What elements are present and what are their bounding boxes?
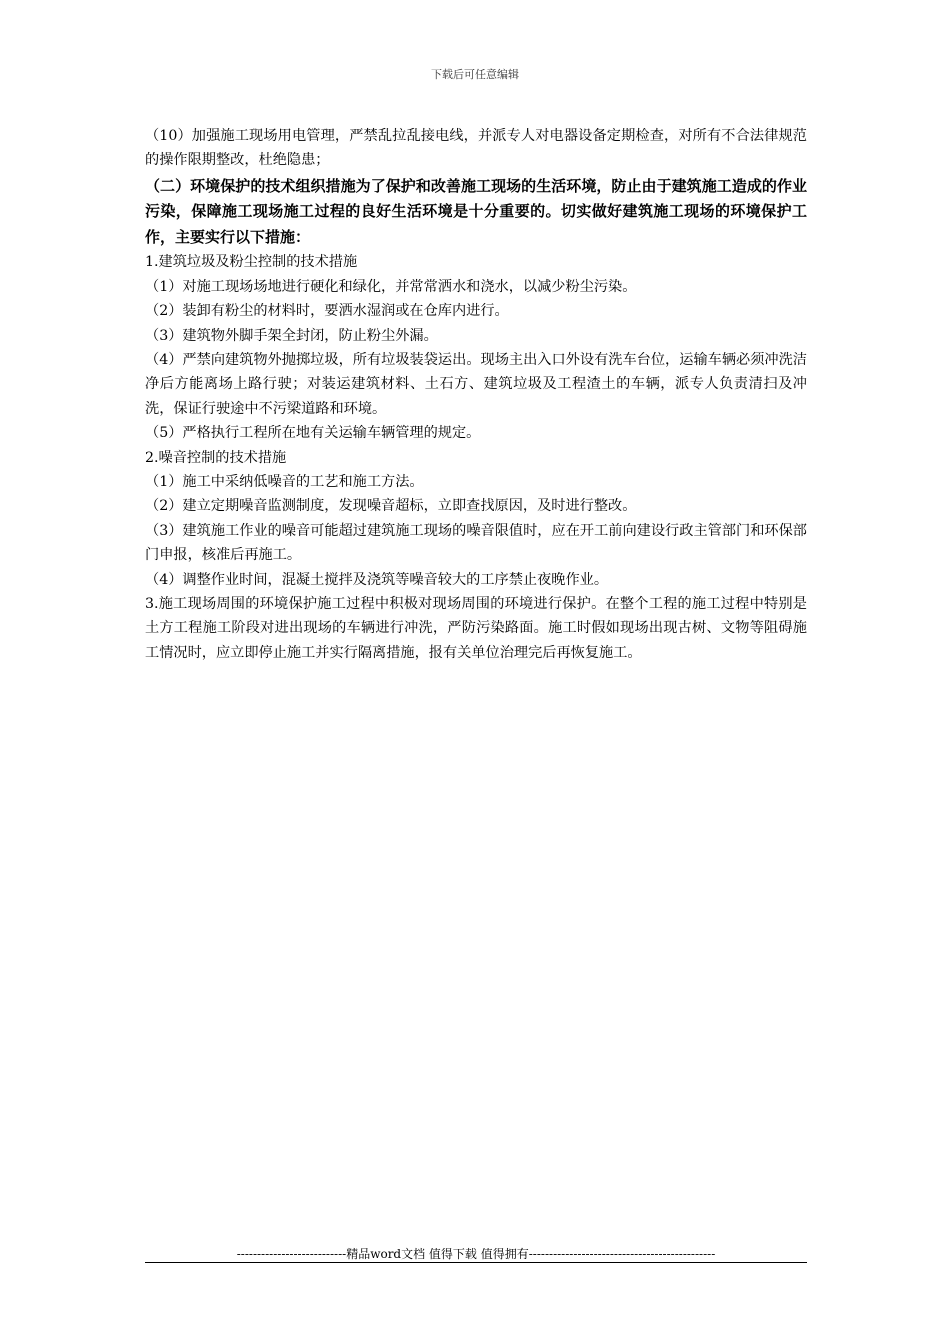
footer-divider [145,1262,807,1263]
list-item: （1）施工中采纳低噪音的工艺和施工方法。 [145,473,424,490]
section-heading-environment: （二）环境保护的技术组织措施为了保护和改善施工现场的生活环境，防止由于建筑施工造成的作业污染，保障施工现场施工过程的良好生活环境是十分重要的。切实做好建筑施工现场的环境保护工作，主要实行以下措施： [145,176,807,246]
paragraph-electrical-management: （10）加强施工现场用电管理，严禁乱拉乱接电线，并派专人对电器设备定期检查，对所有不合法律规范的操作限期整改，杜绝隐患； [145,128,807,169]
list-item: （4）严禁向建筑物外抛掷垃圾，所有垃圾装袋运出。现场主出入口外设有洗车台位，运输车辆必须冲洗洁净后方能离场上路行驶；对装运建筑材料、土石方、建筑垃圾及工程渣土的车辆，派专人负责清扫及冲洗，保证行驶途中不污梁道路和环境。 [145,351,807,417]
list-item: （2）装卸有粉尘的材料时，要洒水湿润或在仓库内进行。 [145,303,509,320]
header-note: 下载后可任意编辑 [431,68,519,81]
subheading-noise-control: 2.噪音控制的技术措施 [145,449,287,466]
list-item: （1）对施工现场场地进行硬化和绿化，并常常洒水和浇水，以减少粉尘污染。 [145,278,637,295]
list-item: （3）建筑施工作业的噪音可能超过建筑施工现场的噪音限值时，应在开工前向建设行政主管部门和环保部门申报，核准后再施工。 [145,522,807,564]
document-body [145,124,807,665]
paragraph-surroundings-protection: 3.施工现场周围的环境保护施工过程中积极对现场周围的环境进行保护。在整个工程的施工过程中特别是土方工程施工阶段对进出现场的车辆进行冲洗，严防污染路面。施工时假如现场出现古树、文物等阻碍施工情况时，应立即停止施工并实行隔离措施，报有关单位治理完后再恢复施工。 [145,596,807,661]
footer-note: ---------------------------精品word文档 值得下载 值得拥有---------------------------------------------- [236,1247,716,1261]
list-item: （2）建立定期噪音监测制度，发现噪音超标，立即查找原因，及时进行整改。 [145,498,637,515]
list-item: （3）建筑物外脚手架全封闭，防止粉尘外漏。 [145,327,438,344]
list-item: （4）调整作业时间，混凝土搅拌及浇筑等噪音较大的工序禁止夜晚作业。 [145,571,609,588]
subheading-dust-control: 1.建筑垃圾及粉尘控制的技术措施 [145,254,358,271]
list-item: （5）严格执行工程所在地有关运输车辆管理的规定。 [145,425,481,442]
